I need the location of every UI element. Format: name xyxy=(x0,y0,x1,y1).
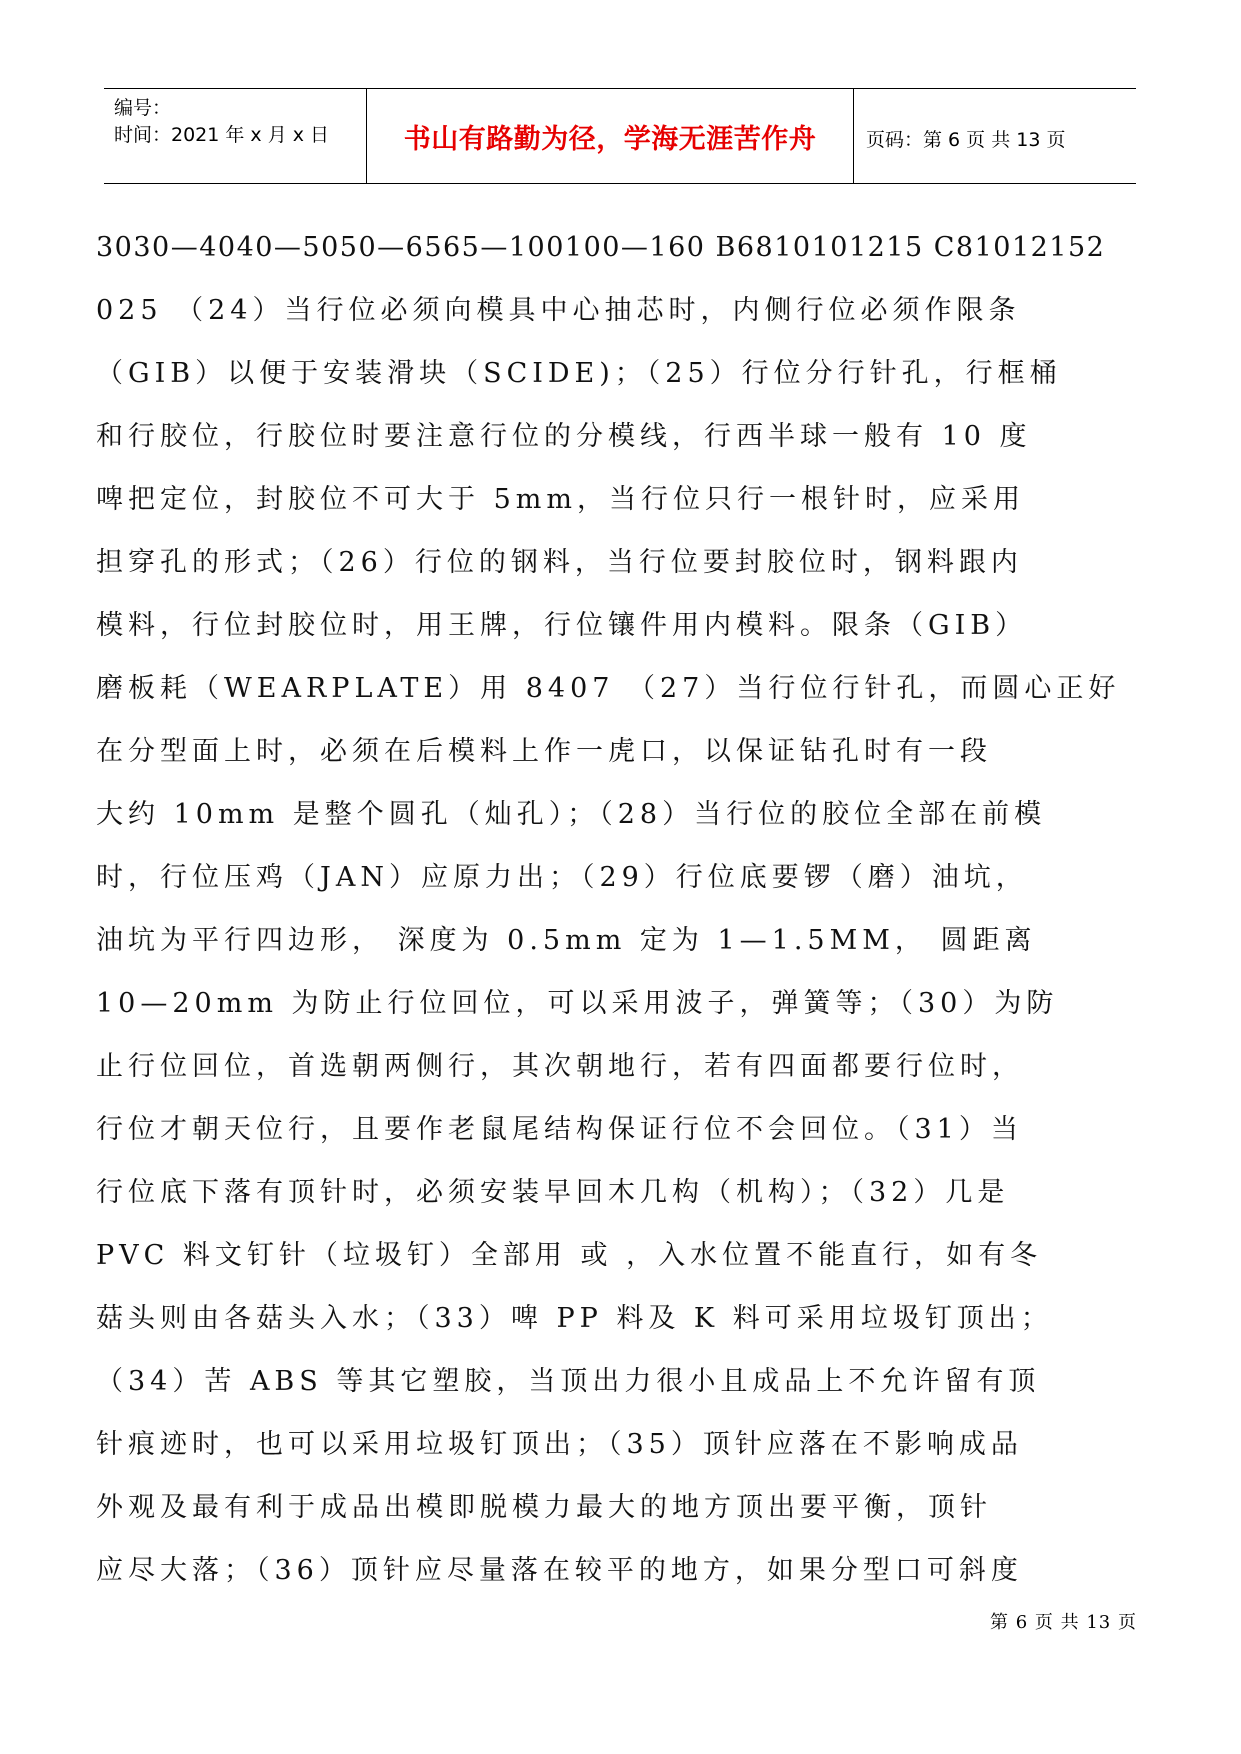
header-page-cell xyxy=(854,89,1136,183)
text-line: 10—20mm 为防止行位回位，可以采用波子，弹簧等；（30）为防 xyxy=(96,988,1059,1019)
text-line: 3030—4040—5050—6565—100100—160 B6810101215 C81012152 xyxy=(96,232,1106,263)
text-line: 担穿孔的形式；（26）行位的钢料，当行位要封胶位时，钢料跟内 xyxy=(96,547,1023,578)
page-footer: 第 6 页 共 13 页 xyxy=(990,1612,1137,1633)
text-line: 大约 10mm 是整个圆孔（灿孔）；（28）当行位的胶位全部在前模 xyxy=(96,799,1047,830)
text-line: 菇头则由各菇头入水；（33）啤 PP 料及 K 料可采用垃圾钉顶出； xyxy=(96,1303,1053,1334)
header-meta-cell xyxy=(104,89,366,183)
text-line: 行位底下落有顶针时，必须安装早回木几构（机构）；（32）几是 xyxy=(96,1177,1010,1208)
text-line: 外观及最有利于成品出模即脱模力最大的地方顶出要平衡，顶针 xyxy=(96,1492,992,1523)
header-table xyxy=(104,88,1136,184)
text-line: 模料，行位封胶位时，用王牌，行位镶件用内模料。限条（GIB） xyxy=(96,610,1028,641)
motto-text: 书山有路勤为径，学海无涯苦作舟 xyxy=(403,124,817,155)
text-line: （34）苦 ABS 等其它塑胶，当顶出力很小且成品上不允许留有顶 xyxy=(96,1366,1041,1397)
text-line: 时，行位压鸡（JAN）应原力出；（29）行位底要锣（磨）油坑， xyxy=(96,862,1028,893)
text-line: 应尽大落；（36）顶针应尽量落在较平的地方，如果分型口可斜度 xyxy=(96,1555,1023,1586)
text-line: 025 （24）当行位必须向模具中心抽芯时，内侧行位必须作限条 xyxy=(96,295,1021,326)
text-line: 油坑为平行四边形， 深度为 0.5mm 定为 1—1.5MM， 圆距离 xyxy=(96,925,1037,956)
text-line: 啤把定位，封胶位不可大于 5mm，当行位只行一根针时，应采用 xyxy=(96,484,1025,515)
document-time-label: 时间：2021 年 x 月 x 日 xyxy=(114,124,330,146)
text-line: 在分型面上时，必须在后模料上作一虎口，以保证钻孔时有一段 xyxy=(96,736,992,767)
text-line: 针痕迹时，也可以采用垃圾钉顶出；（35）顶针应落在不影响成品 xyxy=(96,1429,1023,1460)
text-line: 和行胶位，行胶位时要注意行位的分模线，行西半球一般有 10 度 xyxy=(96,421,1032,452)
text-line: 磨板耗（WEARPLATE）用 8407 （27）当行位行针孔，而圆心正好 xyxy=(96,673,1121,704)
page-info: 页码：第 6 页 共 13 页 xyxy=(866,129,1066,151)
text-line: PVC 料文钉针（垃圾钉）全部用 或 ，入水位置不能直行，如有冬 xyxy=(96,1240,1043,1271)
document-number-label: 编号： xyxy=(114,97,172,119)
document-body xyxy=(96,216,1128,1602)
text-line: （GIB）以便于安装滑块（SCIDE)；（25）行位分行针孔，行框桶 xyxy=(96,358,1062,389)
header-motto-cell xyxy=(366,89,854,183)
text-line: 行位才朝天位行，且要作老鼠尾结构保证行位不会回位。（31）当 xyxy=(96,1114,1023,1145)
text-line: 止行位回位，首选朝两侧行，其次朝地行，若有四面都要行位时， xyxy=(96,1051,1024,1082)
